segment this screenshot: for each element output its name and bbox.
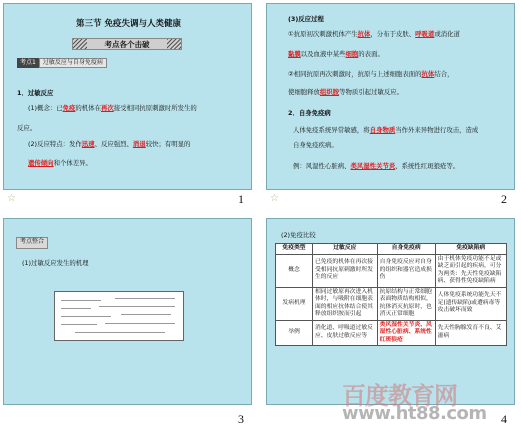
banner-hatch-left bbox=[73, 39, 87, 49]
slide-number: 4 bbox=[501, 412, 507, 426]
watermark-url: www.ht88.com bbox=[342, 403, 487, 424]
row-label: 发病机理 bbox=[276, 287, 313, 320]
text-line: ②相同抗原再次刺激时，抗原与上述细胞表面的抗体结合， bbox=[288, 70, 454, 78]
text-line: (2)反应特点：发作迅速、反应强烈、消退较快；有明显的 bbox=[28, 140, 191, 148]
slide-number: 2 bbox=[501, 192, 507, 206]
row-label: 举例 bbox=[276, 320, 313, 346]
text-line: 自身免疫疾病。 bbox=[293, 141, 338, 149]
topic-tag-number: 考点1 bbox=[17, 58, 39, 68]
column-header: 自身免疫病 bbox=[377, 244, 435, 255]
table-cell: 人体免疫系统功能先天不足(遗传缺陷)或遭病毒等攻击破坏而致 bbox=[435, 287, 506, 320]
table-cell: 自身免疫反应对自身的组织和器官造成损伤 bbox=[377, 254, 435, 287]
star-icon: ☆ bbox=[270, 193, 279, 204]
text-line: ①抗原初次刺激机体产生抗体，分布于皮肤、呼吸道或消化道 bbox=[288, 30, 460, 38]
slide-number: 3 bbox=[238, 412, 244, 426]
table-cell: 由于机体免疫功能不足或缺乏而引起的疾病，可分为两类：先天性免疫缺陷病、获得性免疫缺陷病 bbox=[435, 254, 506, 287]
column-header: 过敏反应 bbox=[313, 244, 378, 255]
slide-3[interactable] bbox=[3, 218, 252, 405]
text-line: (2)免疫比较 bbox=[281, 231, 316, 239]
star-icon: ☆ bbox=[7, 193, 16, 204]
text-line: 遗传倾向和个体差异。 bbox=[28, 159, 92, 167]
diagram-thumbnail bbox=[54, 291, 184, 341]
table-cell: 先天性胸腺发育不良、艾滋病 bbox=[435, 320, 506, 346]
section-header: 考点整合 bbox=[16, 237, 48, 249]
table-row bbox=[276, 287, 507, 320]
text-line: 人体免疫系统异常敏感，将自身物质当作外来异物进行攻击，造成 bbox=[293, 126, 479, 134]
section-heading: 2．自身免疫病 bbox=[288, 109, 331, 117]
slide-2[interactable] bbox=[266, 3, 515, 190]
table-cell: 抗原结构与正常细胞表面物质结构相似，抗体消灭抗原时，也消灭正常细胞 bbox=[377, 287, 435, 320]
table-cell: 消化道、呼吸道过敏反应、皮肤过敏反应等 bbox=[313, 320, 378, 346]
table-cell: 类风湿性关节炎、风湿性心脏病、系统性红斑狼疮 bbox=[377, 320, 435, 346]
slide-number: 1 bbox=[238, 192, 244, 206]
table-corner: 免疫类型 bbox=[276, 244, 313, 255]
table-row bbox=[276, 320, 507, 346]
text-line: 黏膜以及血液中某些细胞的表面。 bbox=[288, 50, 384, 58]
text-line: (1)概念：已免疫的机体在再次接受相同抗原刺激时所发生的 bbox=[28, 104, 197, 112]
banner-text: 考点各个击破 bbox=[104, 40, 150, 49]
text-line: 使细胞释放组织胺等物质引起过敏反应。 bbox=[288, 88, 404, 96]
table-cell: 相同过敏原再次进入机体时，与吸附在细胞表面的相应抗体结合使其释放组织胺而引起 bbox=[313, 287, 378, 320]
banner-hatch-right bbox=[167, 39, 181, 49]
comparison-table bbox=[275, 243, 507, 346]
watermark-logo-text: 百度教育网 bbox=[342, 382, 457, 410]
topic-tag-label: 过敏反应与自身免疫病 bbox=[39, 58, 107, 68]
section-heading: 1．过敏反应 bbox=[17, 89, 54, 97]
column-header: 免疫缺陷病 bbox=[435, 244, 506, 255]
table-cell: 已免疫的机体在再次接受相同抗原刺激时所发生的反应 bbox=[313, 254, 378, 287]
row-label: 概念 bbox=[276, 254, 313, 287]
section-banner bbox=[72, 38, 182, 50]
text-line: (1)过敏反应发生的机理 bbox=[22, 259, 89, 267]
table-row bbox=[276, 254, 507, 287]
text-line: 反应。 bbox=[17, 124, 37, 132]
table-header-row bbox=[276, 244, 507, 255]
slide-1-title: 第三节 免疫失调与人类健康 bbox=[76, 19, 181, 29]
topic-tag bbox=[17, 58, 107, 68]
slide-1[interactable] bbox=[3, 3, 252, 190]
text-line: 例：风湿性心脏病、类风湿性关节炎、系统性红斑狼疮等。 bbox=[293, 162, 460, 170]
text-line: (3)反应过程 bbox=[288, 15, 324, 23]
